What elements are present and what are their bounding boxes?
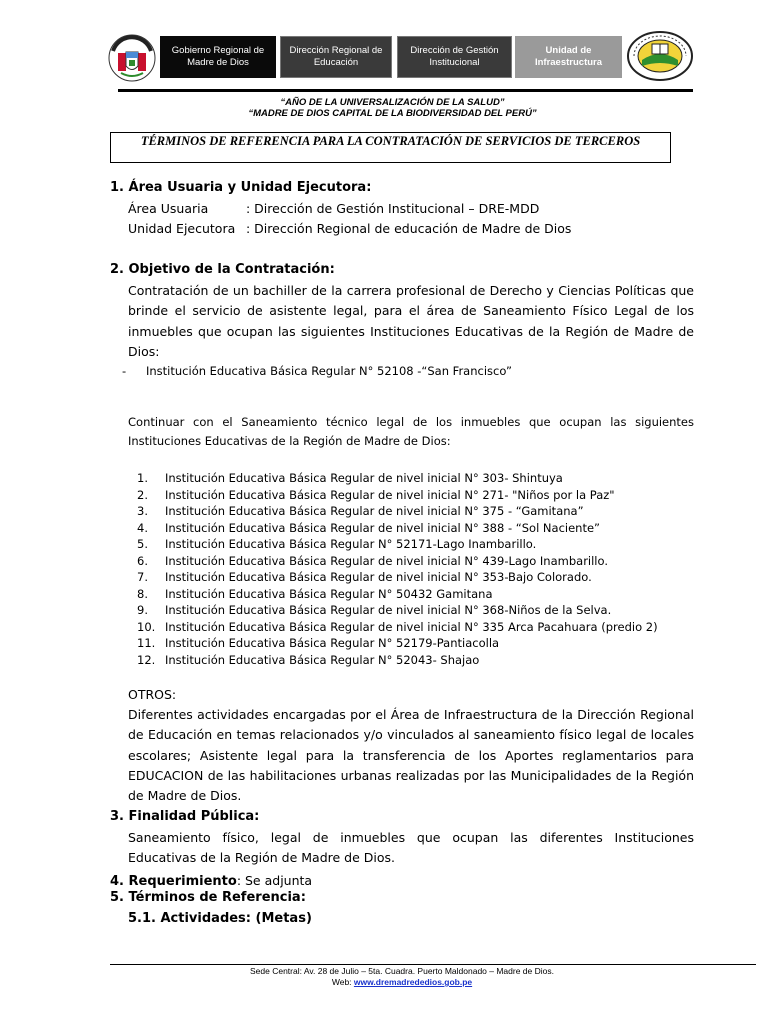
footer-divider	[110, 964, 756, 965]
motto-line-1: “AÑO DE LA UNIVERSALIZACIÓN DE LA SALUD”	[280, 97, 505, 108]
list-item: 9. Institución Educativa Básica Regular de nivel inicial N° 368-Niños de la Selva.	[137, 603, 612, 617]
footer-web	[110, 977, 694, 987]
otros-paragraph: Diferentes actividades encargadas por el Área de Infraestructura de la Dirección Regional de Educación en temas relacionados y/o vinculados al saneamiento físico legal de locales escolares; Asistente legal para la transferencia de los Aportes reglamentarios para EDUCACION de las habilitaciones urbanas realizadas por las Municipalidades de la Región de Madre de Dios.	[128, 707, 694, 804]
footer-web-label: Web:	[331, 977, 354, 987]
list-item: 7. Institución Educativa Básica Regular de nivel inicial N° 353-Bajo Colorado.	[137, 570, 592, 584]
header-box-unidad-infraestructura: Unidad de Infraestructura	[515, 36, 622, 78]
motto-line-2: “MADRE DE DIOS CAPITAL DE LA BIODIVERSIDAD DEL PERÚ”	[248, 108, 537, 119]
header-divider	[118, 89, 693, 92]
footer-address: Sede Central: Av. 28 de Julio – 5ta. Cuadra. Puerto Maldonado – Madre de Dios.	[250, 966, 554, 976]
list-item: 1. Institución Educativa Básica Regular de nivel inicial N° 303- Shintuya	[137, 471, 563, 485]
section4-heading: 4. Requerimiento	[110, 874, 237, 889]
header-box-direccion-regional: Dirección Regional de Educación	[280, 36, 392, 78]
section2-continue-text: Continuar con el Saneamiento técnico legal de los inmuebles que ocupan las siguientes Instituciones Educativas de la Región de Madre de Dios:	[128, 415, 694, 448]
list-item: 11. Institución Educativa Básica Regular N° 52179-Pantiacolla	[137, 636, 500, 650]
list-item: 4. Institución Educativa Básica Regular de nivel inicial N° 388 - “Sol Naciente”	[137, 520, 600, 535]
list-item: 3. Institución Educativa Básica Regular de nivel inicial N° 375 - “Gamitana”	[137, 504, 584, 518]
footer-web-link[interactable]: www.dremadrededios.gob.pe	[353, 977, 473, 987]
list-item: 12. Institución Educativa Básica Regular N° 52043- Shajao	[137, 652, 480, 667]
document-title: TÉRMINOS DE REFERENCIA PARA LA CONTRATACIÓN DE SERVICIOS DE TERCEROS	[140, 134, 641, 148]
institution-list	[137, 470, 658, 668]
list-item: 6. Institución Educativa Básica Regular de nivel inicial N° 439-Lago Inambarillo.	[137, 553, 608, 568]
list-item: 2. Institución Educativa Básica Regular de nivel inicial N° 271- "Niños por la Paz"	[137, 487, 615, 502]
section5-heading: 5. Términos de Referencia:	[110, 890, 306, 905]
section4-text: : Se adjunta	[236, 873, 313, 888]
header-box-gobierno-regional: Gobierno Regional de Madre de Dios	[160, 36, 276, 78]
section2-heading: 2. Objetivo de la Contratación:	[110, 262, 335, 277]
section1-heading-number: 1	[110, 180, 120, 195]
section1-row-area-label: Área Usuaria	[128, 201, 209, 216]
section2-paragraph: Contratación de un bachiller de la carrera profesional de Derecho y Ciencias Políticas que brinde el servicio de asistente legal, para el área de Saneamiento Físico Legal de los inmuebles que ocupan las siguientes Instituciones Educativas de la Región de Madre de Dios:	[128, 283, 694, 359]
section1-heading-text: . Área Usuaria y Unidad Ejecutora:	[119, 180, 372, 195]
section3-text: Saneamiento físico, legal de inmuebles que ocupan las diferentes Instituciones Educativas de la Región de Madre de Dios.	[128, 830, 694, 866]
section1-row-unidad-value: : Dirección Regional de educación de Madre de Dios	[246, 221, 572, 236]
section3-heading: 3. Finalidad Pública:	[110, 809, 260, 824]
otros-label: OTROS:	[128, 687, 177, 702]
header-box-direccion-gestion: Dirección de Gestión Institucional	[397, 36, 512, 78]
section2-bullet-item: Institución Educativa Básica Regular N° 52108 -“San Francisco”	[146, 364, 512, 378]
dre-madre-de-dios-logo	[626, 30, 694, 82]
list-item: 5. Institución Educativa Básica Regular N° 52171-Lago Inambarillo.	[137, 537, 537, 551]
list-item: 8. Institución Educativa Básica Regular N° 50432 Gamitana	[137, 586, 493, 601]
list-item: 10. Institución Educativa Básica Regular de nivel inicial N° 335 Arca Pacahuara (predio 2)	[137, 619, 658, 634]
section1-row-unidad-label: Unidad Ejecutora	[128, 221, 236, 236]
section1-row-area-value: : Dirección de Gestión Institucional – DRE-MDD	[246, 201, 540, 216]
section2-bullet-marker: -	[122, 364, 127, 378]
peru-coat-of-arms-logo	[107, 33, 157, 83]
section5-subheading: 5.1. Actividades: (Metas)	[128, 911, 312, 926]
section4-line	[110, 870, 312, 889]
section1-heading	[110, 179, 371, 195]
